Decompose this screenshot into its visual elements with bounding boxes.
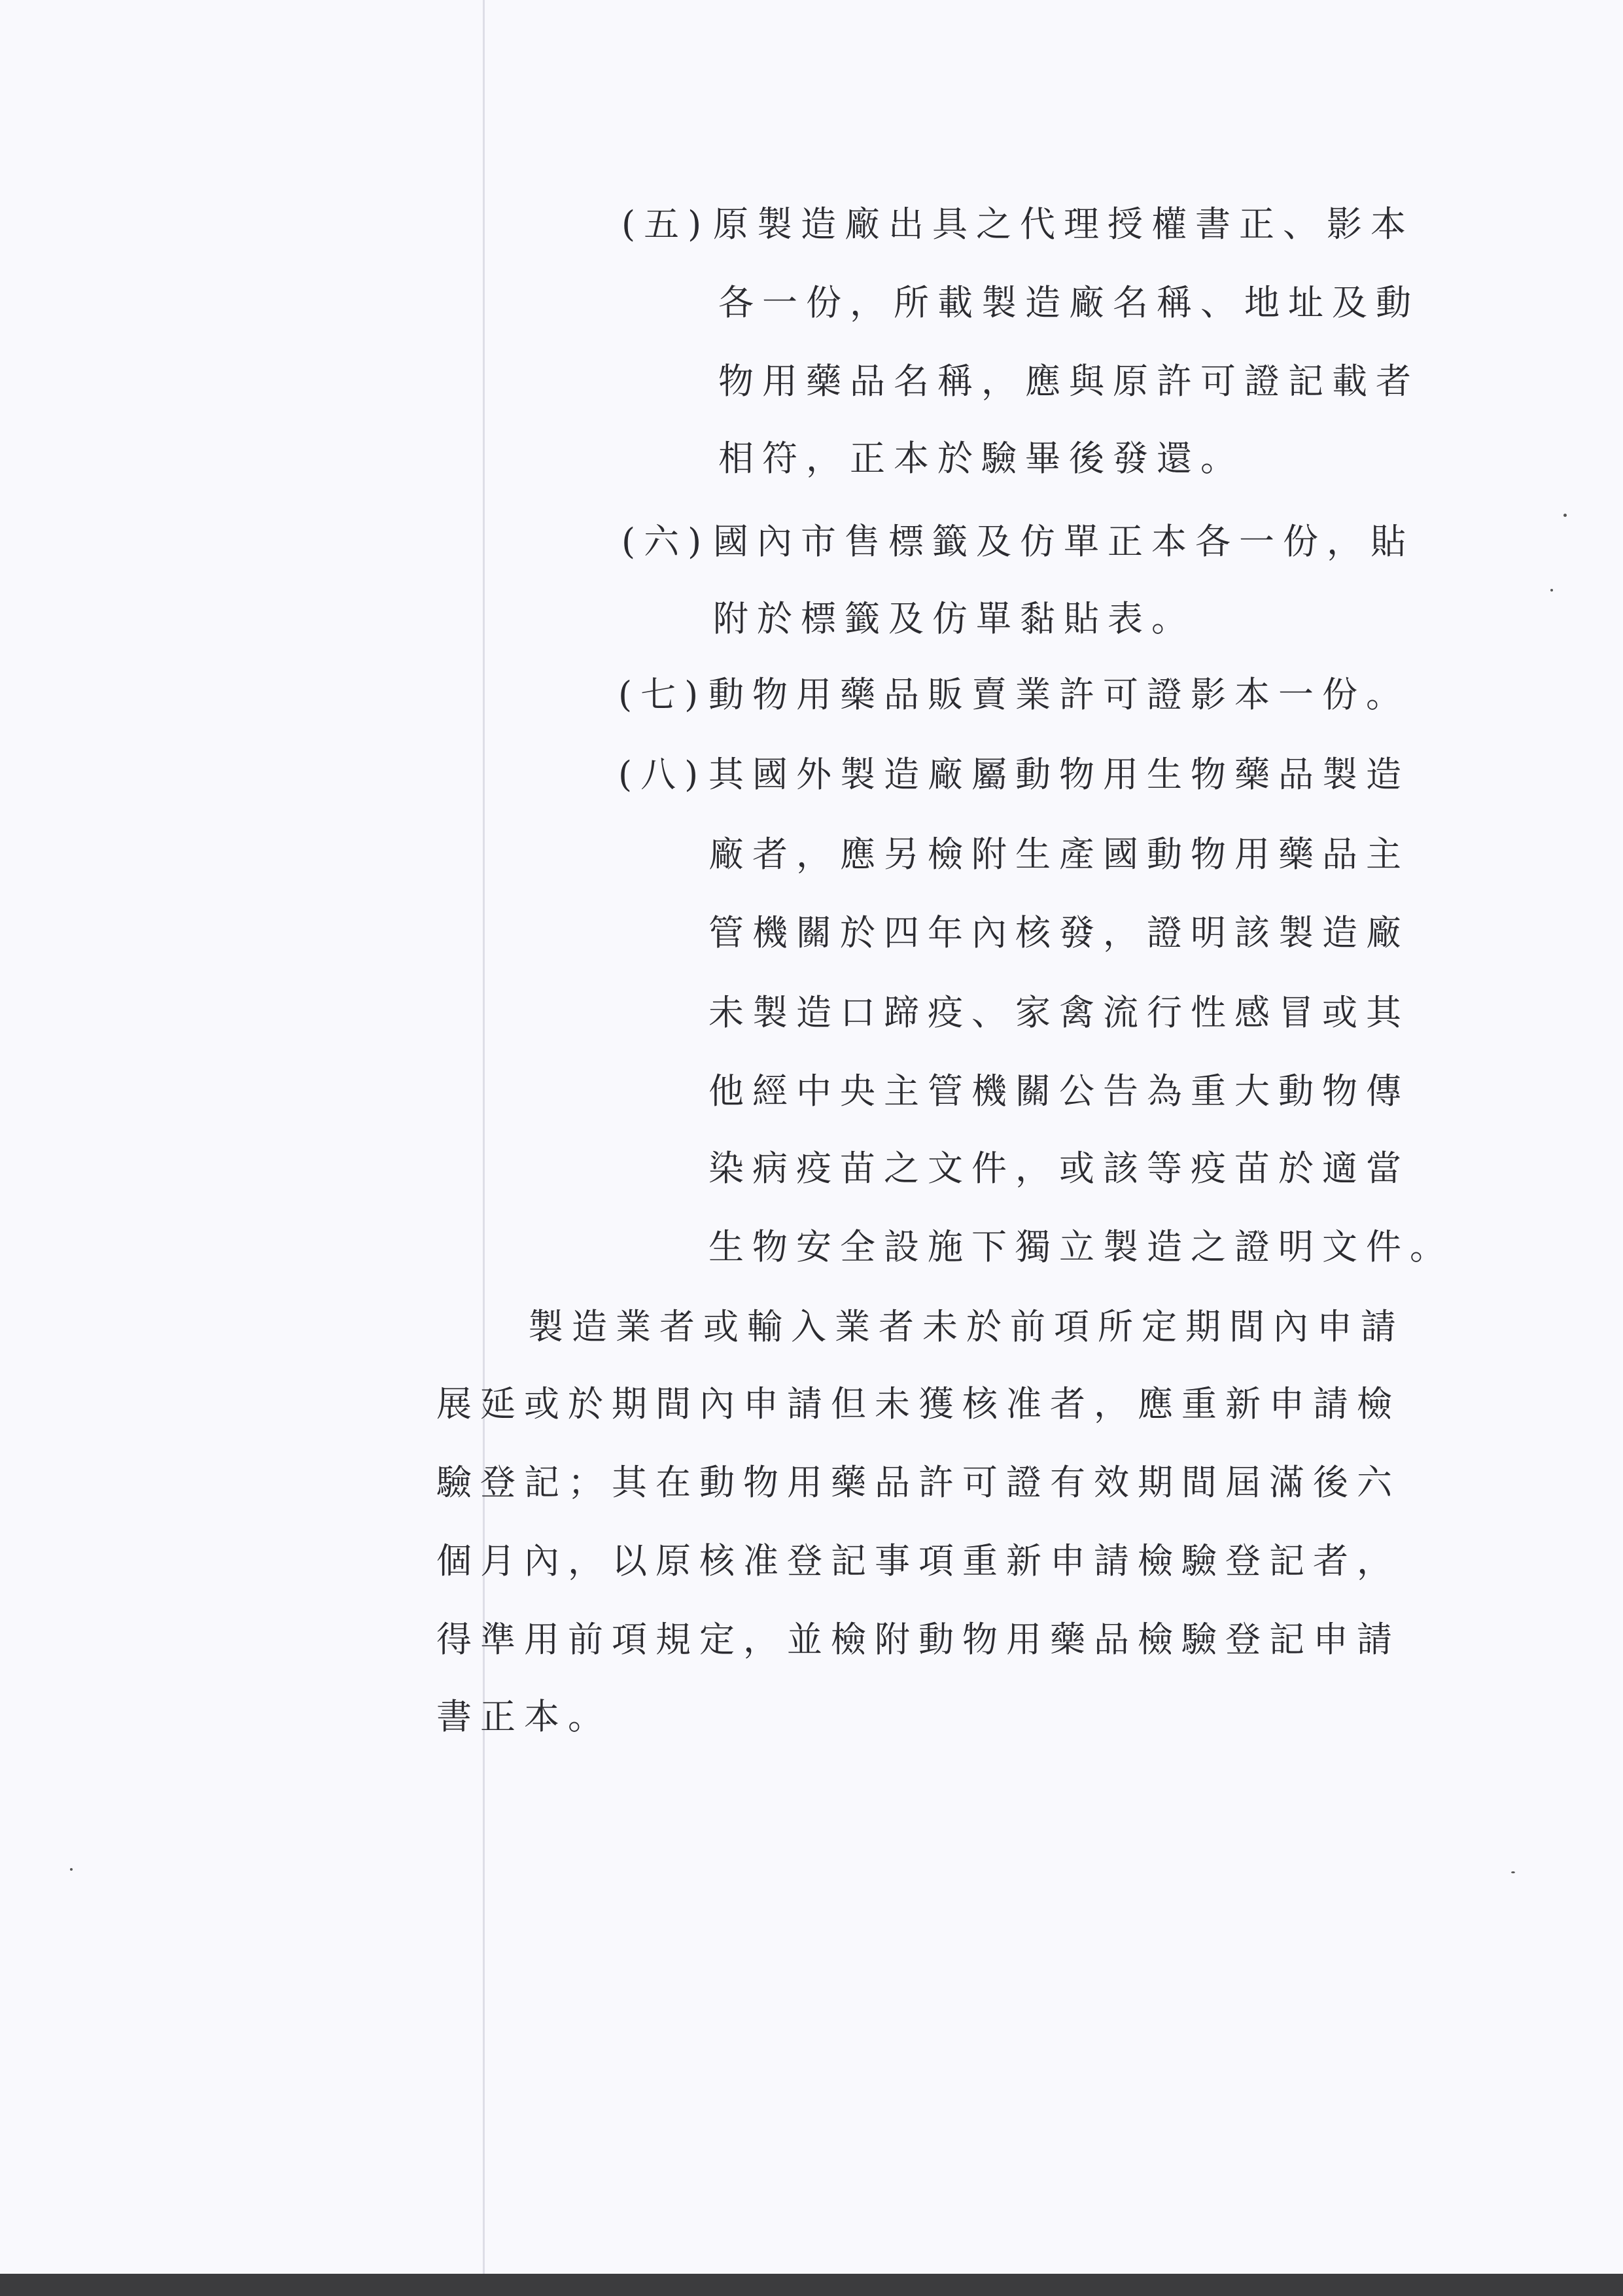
item-7-line-1: 動物用藥品販賣業許可證影本一份。 (708, 674, 1410, 715)
paragraph-line-5: 得準用前項規定，並檢附動物用藥品檢驗登記申請 (436, 1619, 1401, 1660)
scan-speck (1550, 589, 1553, 592)
item-8-line-4: 未製造口蹄疫、家禽流行性感冒或其 (708, 992, 1410, 1033)
item-7-marker: (七) (618, 674, 707, 715)
paragraph-line-1: 製造業者或輸入業者未於前項所定期間內申請 (528, 1306, 1405, 1347)
item-5-line-4: 相符，正本於驗畢後發還。 (718, 438, 1244, 479)
scan-fold-line (483, 0, 485, 2274)
item-8-line-6: 染病疫苗之文件，或該等疫苗於適當 (708, 1148, 1410, 1189)
scan-speck (70, 1868, 73, 1871)
item-8-line-5: 他經中央主管機關公告為重大動物傳 (708, 1070, 1410, 1112)
item-6-marker: (六) (621, 521, 710, 562)
paragraph-line-6: 書正本。 (436, 1696, 612, 1737)
item-6-line-1: 國內市售標籤及仿單正本各一份，貼 (713, 521, 1414, 562)
item-5-line-1: 原製造廠出具之代理授權書正、影本 (713, 203, 1414, 245)
item-5-line-3: 物用藥品名稱，應與原許可證記載者 (718, 361, 1420, 402)
paragraph-line-3: 驗登記；其在動物用藥品許可證有效期間屆滿後六 (436, 1462, 1401, 1503)
item-8-line-7: 生物安全設施下獨立製造之證明文件。 (708, 1226, 1454, 1267)
paragraph-line-2: 展延或於期間內申請但未獲核准者，應重新申請檢 (436, 1383, 1401, 1424)
scan-speck (1563, 514, 1567, 517)
item-8-line-2: 廠者，應另檢附生產國動物用藥品主 (708, 834, 1410, 875)
scan-speck (1511, 1871, 1515, 1873)
item-8-marker: (八) (618, 754, 707, 795)
item-5-marker: (五) (621, 203, 710, 245)
item-6-line-2: 附於標籤及仿單黏貼表。 (713, 598, 1195, 639)
item-5-line-2: 各一份，所載製造廠名稱、地址及動 (718, 282, 1420, 323)
paragraph-line-4: 個月內，以原核准登記事項重新申請檢驗登記者， (436, 1540, 1401, 1581)
scan-bottom-edge (0, 2274, 1623, 2296)
item-8-line-1: 其國外製造廠屬動物用生物藥品製造 (708, 754, 1410, 795)
item-8-line-3: 管機關於四年內核發，證明該製造廠 (708, 912, 1410, 953)
